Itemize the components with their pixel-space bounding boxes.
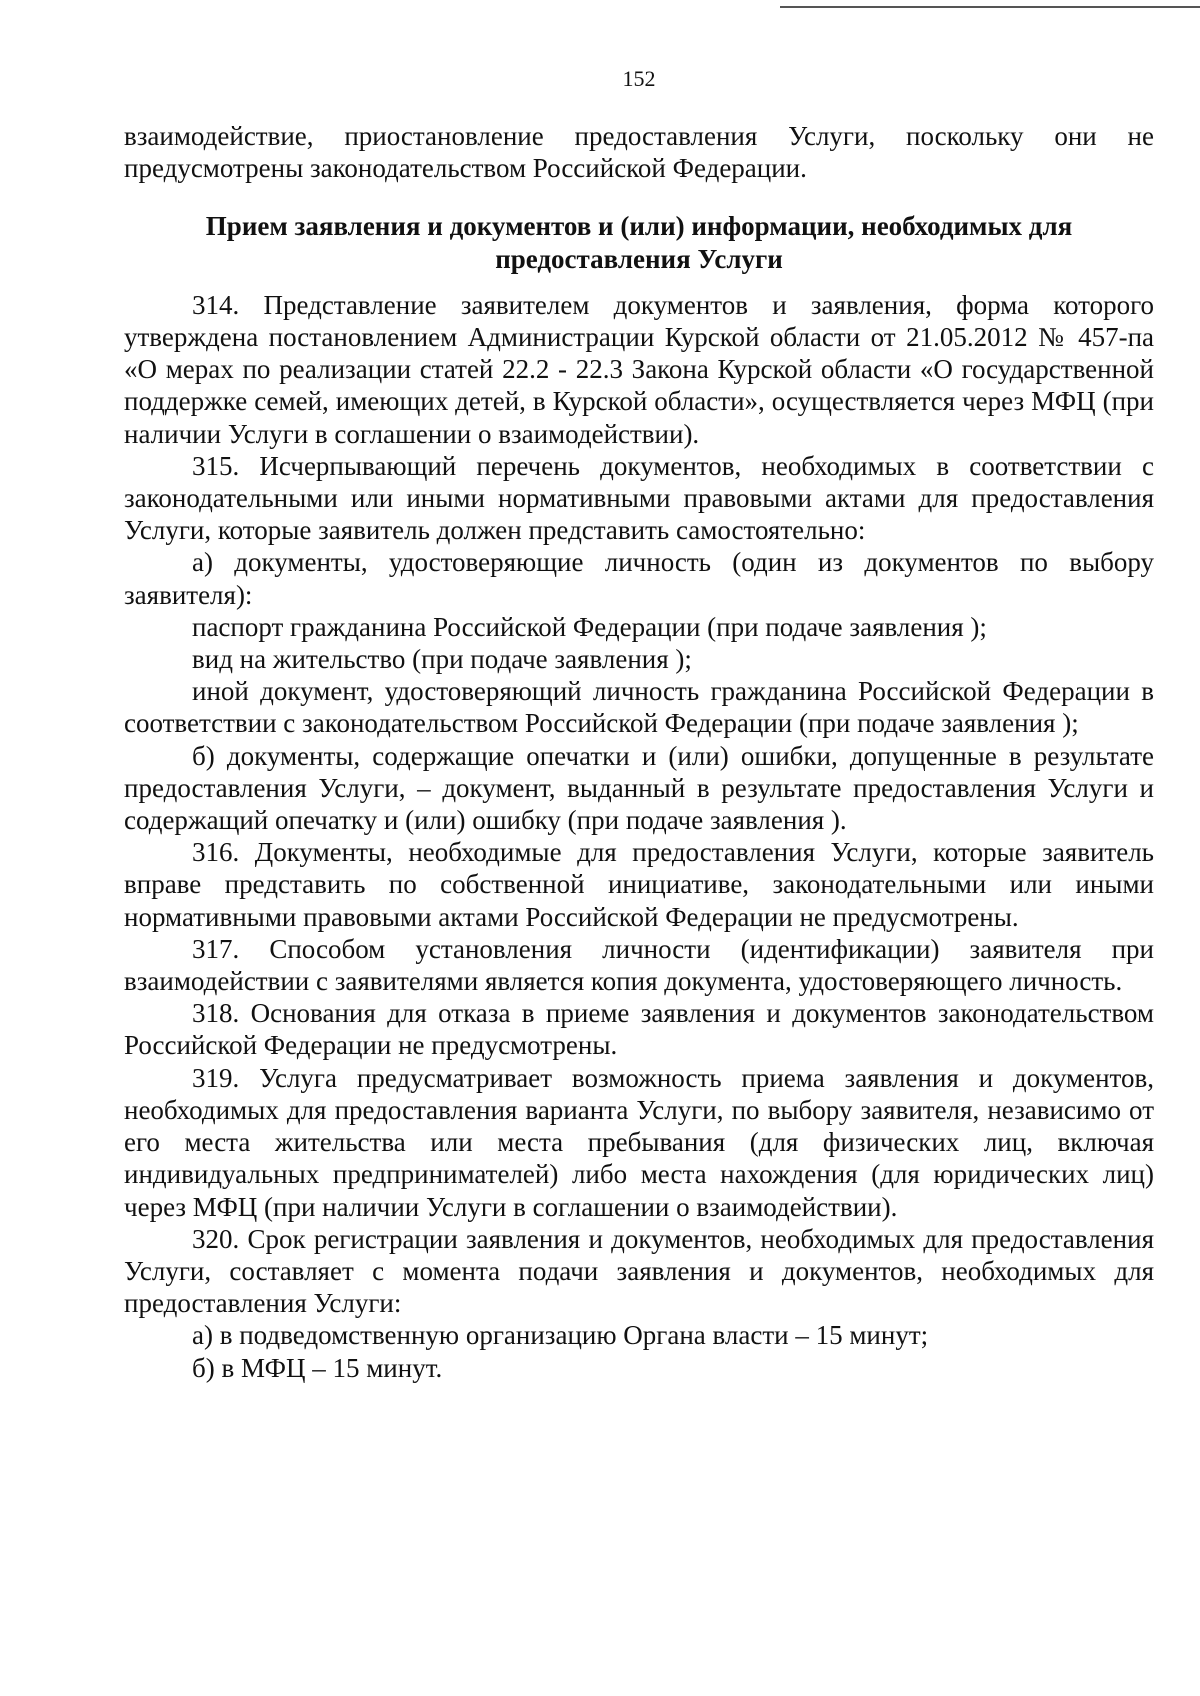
section-heading: Прием заявления и документов и (или) информации, необходимых для предоставления Услуги bbox=[205, 211, 1073, 274]
scan-edge-line bbox=[780, 6, 1200, 8]
paragraph-319: 319. Услуга предусматривает возможность приема заявления и документов, необходимых для предоставления варианта Услуги, по выбору заявителя, независимо от его места жительства или места пребывания (для физических лиц, включая индивидуальных предпринимателей) либо места нахождения (для юридических лиц) через МФЦ (при наличии Услуги в соглашении о взаимодействии). bbox=[124, 1062, 1154, 1222]
document-page bbox=[124, 66, 1154, 1384]
list-item-residence-permit: вид на жительство (при подаче заявления ); bbox=[192, 644, 692, 675]
paragraph-318: 318. Основания для отказа в приеме заявления и документов законодательством Российской Федерации не предусмотрены. bbox=[124, 998, 1154, 1061]
paragraph-317: 317. Способом установления личности (идентификации) заявителя при взаимодействии с заявителями является копия документа, удостоверяющего личность. bbox=[124, 933, 1154, 997]
list-item-other-document: иной документ, удостоверяющий личность гражданина Российской Федерации в соответствии с законодательством Российской Федерации (при подаче заявления ); bbox=[124, 676, 1154, 739]
paragraph-314: 314. Представление заявителем документов и заявления, форма которого утверждена постановлением Администрации Курской области от 21.05.2012 № 457-па «О мерах по реализации статей 22.2 - 22.3 Закона Курской области «О государственной поддержке семей, имеющих детей, в Курской области», осуществляется через МФЦ (при наличии Услуги в соглашении о взаимодействии). bbox=[124, 289, 1154, 449]
paragraph-315: 315. Исчерпывающий перечень документов, необходимых в соответствии с законодательными или иными нормативными правовыми актами для предоставления Услуги, которые заявитель должен представить самостоятельно: bbox=[124, 450, 1154, 546]
paragraph-316: 316. Документы, необходимые для предоставления Услуги, которые заявитель вправе представить по собственной инициативе, законодательными или иными нормативными правовыми актами Российской Федерации не предусмотрены. bbox=[124, 837, 1154, 932]
list-item-passport: паспорт гражданина Российской Федерации (при подаче заявления ); bbox=[192, 611, 987, 642]
list-item-b-registration-mfc: б) в МФЦ – 15 минут. bbox=[192, 1352, 443, 1383]
paragraph-continuation: взаимодействие, приостановление предоставления Услуги, поскольку они не предусмотрены законодательством Российской Федерации. bbox=[124, 121, 1154, 184]
list-item-b-error-documents: б) документы, содержащие опечатки и (или) ошибки, допущенные в результате предоставления Услуги, – документ, выданный в результате предоставления Услуги и содержащий опечатку и (или) ошибку (при подаче заявления ). bbox=[124, 740, 1154, 836]
list-item-a-registration-authority: а) в подведомственную организацию Органа власти – 15 минут; bbox=[192, 1320, 929, 1351]
list-item-a-identity-documents: а) документы, удостоверяющие личность (один из документов по выбору заявителя): bbox=[124, 547, 1154, 610]
paragraph-320: 320. Срок регистрации заявления и документов, необходимых для предоставления Услуги, составляет с момента подачи заявления и документов, необходимых для предоставления Услуги: bbox=[124, 1223, 1154, 1319]
page-number: 152 bbox=[622, 66, 656, 91]
